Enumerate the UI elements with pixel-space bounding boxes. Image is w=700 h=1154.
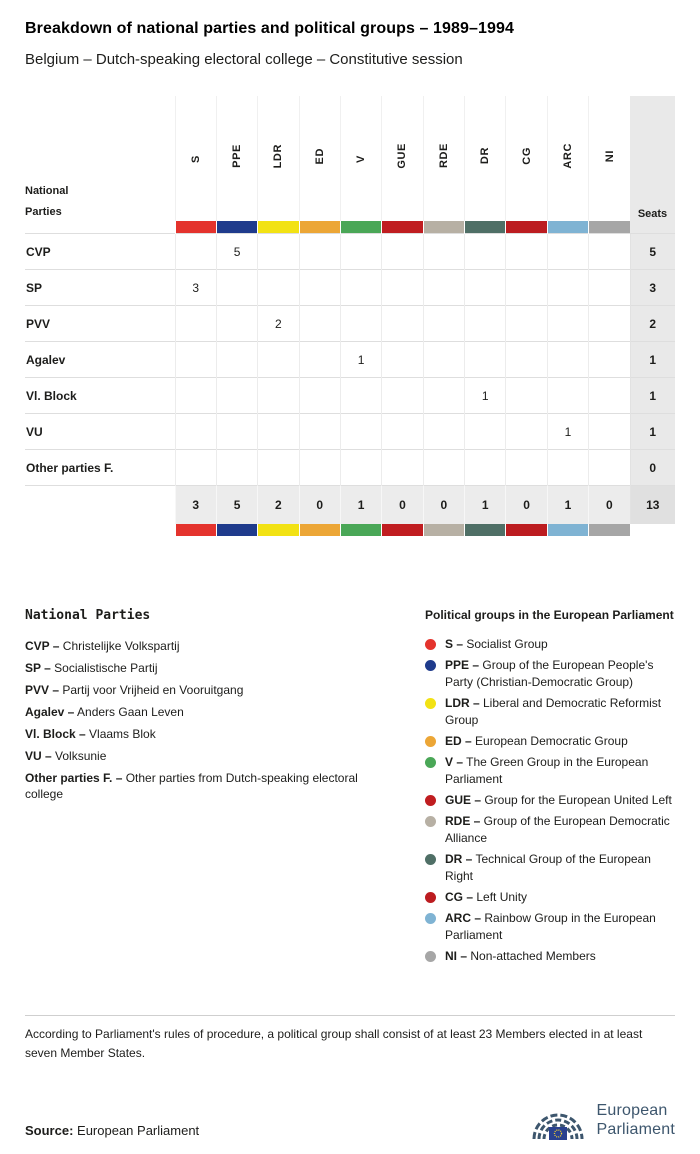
seat-count-cell <box>216 270 257 306</box>
group-color-bar <box>547 524 588 536</box>
totals-empty-cell <box>25 486 175 525</box>
party-row <box>25 414 675 450</box>
party-legend-item <box>25 682 397 698</box>
column-header-v <box>340 96 381 221</box>
party-total-seats: 1 <box>630 414 675 450</box>
party-name: Other parties F. <box>25 450 175 486</box>
party-full-name: Vlaams Blok <box>85 727 156 741</box>
group-legend-text <box>445 733 628 750</box>
group-legend-item <box>425 636 675 653</box>
party-group-table <box>25 96 675 536</box>
party-name: VU <box>25 414 175 450</box>
seat-count-cell <box>258 450 299 486</box>
seat-count-cell: 3 <box>175 270 216 306</box>
seat-count-cell <box>299 450 340 486</box>
group-abbr: GUE – <box>445 793 482 807</box>
seat-count-cell <box>547 234 588 270</box>
seat-count-cell <box>589 234 630 270</box>
source-value: European Parliament <box>77 1123 200 1138</box>
seat-count-cell: 2 <box>258 306 299 342</box>
group-total-cell: 5 <box>216 486 257 525</box>
group-legend-item <box>425 792 675 809</box>
party-name: Agalev <box>25 342 175 378</box>
group-full-name: Liberal and Democratic Reformist Group <box>445 696 662 727</box>
group-color-dot <box>425 892 436 903</box>
group-legend-item <box>425 948 675 965</box>
seat-count-cell <box>382 270 423 306</box>
group-legend-text <box>445 813 675 847</box>
party-abbr: VU – <box>25 749 52 763</box>
group-total-cell: 1 <box>465 486 506 525</box>
column-header-gue <box>382 96 423 221</box>
group-full-name: Group of the European People's Party (Christian-Democratic Group) <box>445 658 654 689</box>
group-color-bar <box>299 221 340 234</box>
group-color-bar <box>216 221 257 234</box>
party-total-seats: 5 <box>630 234 675 270</box>
group-abbr: NI – <box>445 949 468 963</box>
seat-count-cell <box>589 270 630 306</box>
seat-count-cell <box>175 450 216 486</box>
seat-count-cell <box>423 378 464 414</box>
national-parties-legend-list <box>25 638 397 802</box>
group-color-bar <box>175 221 216 234</box>
seat-count-cell <box>299 270 340 306</box>
ep-logo-line2: Parliament <box>596 1121 675 1138</box>
group-full-name: Left Unity <box>473 890 528 904</box>
footer-row <box>25 1098 675 1142</box>
group-code-label: GUE <box>396 143 409 169</box>
party-legend-item <box>25 726 397 742</box>
group-code-label: ARC <box>561 143 574 169</box>
seat-count-cell <box>175 234 216 270</box>
group-color-dot <box>425 660 436 671</box>
group-abbr: V – <box>445 755 464 769</box>
source-label: Source: <box>25 1123 74 1138</box>
seat-count-cell <box>175 342 216 378</box>
column-header-ppe <box>216 96 257 221</box>
group-legend-text <box>445 948 596 965</box>
seat-count-cell <box>589 378 630 414</box>
group-total-cell: 1 <box>547 486 588 525</box>
seat-count-cell <box>589 342 630 378</box>
group-abbr: S – <box>445 637 464 651</box>
group-legend-text <box>445 657 675 691</box>
party-full-name: Christelijke Volkspartij <box>59 639 180 653</box>
seat-count-cell <box>382 450 423 486</box>
seat-count-cell <box>382 414 423 450</box>
seat-count-cell <box>423 450 464 486</box>
seat-count-cell <box>465 342 506 378</box>
bar-row-right-spacer <box>630 524 675 536</box>
group-color-dot <box>425 913 436 924</box>
group-color-bar <box>547 221 588 234</box>
group-legend-item <box>425 910 675 944</box>
group-legend-item <box>425 851 675 885</box>
ep-logo-text <box>597 1101 675 1139</box>
group-color-bar <box>506 524 547 536</box>
group-abbr: LDR – <box>445 696 480 710</box>
group-code-label: CG <box>520 147 533 165</box>
party-name: PVV <box>25 306 175 342</box>
group-total-cell: 2 <box>258 486 299 525</box>
group-color-dot <box>425 951 436 962</box>
seat-count-cell <box>382 378 423 414</box>
seat-count-cell <box>216 414 257 450</box>
party-abbr: PVV – <box>25 683 60 697</box>
party-row <box>25 270 675 306</box>
group-color-bar <box>423 221 464 234</box>
group-abbr: PPE – <box>445 658 480 672</box>
group-color-dot <box>425 757 436 768</box>
group-color-bar <box>382 524 423 536</box>
group-color-bar <box>340 221 381 234</box>
group-total-cell: 0 <box>423 486 464 525</box>
seat-count-cell <box>216 378 257 414</box>
party-total-seats: 3 <box>630 270 675 306</box>
party-row <box>25 342 675 378</box>
seat-count-cell <box>423 342 464 378</box>
seat-count-cell <box>216 306 257 342</box>
seat-count-cell <box>340 378 381 414</box>
group-color-dot <box>425 854 436 865</box>
party-name: SP <box>25 270 175 306</box>
group-code-label: S <box>189 154 202 163</box>
party-abbr: Other parties F. – <box>25 771 123 785</box>
seat-count-cell <box>465 414 506 450</box>
table-header-row <box>25 96 675 221</box>
seat-count-cell <box>216 450 257 486</box>
party-legend-item <box>25 704 397 720</box>
seat-count-cell <box>506 450 547 486</box>
group-color-bar <box>175 524 216 536</box>
seat-count-cell <box>589 306 630 342</box>
seat-count-cell <box>340 414 381 450</box>
seat-count-cell <box>382 342 423 378</box>
seat-count-cell <box>547 342 588 378</box>
seat-count-cell <box>506 234 547 270</box>
seat-count-cell <box>258 270 299 306</box>
seat-count-cell <box>258 342 299 378</box>
column-header-ldr <box>258 96 299 221</box>
group-abbr: ED – <box>445 734 472 748</box>
group-legend-text <box>445 792 672 809</box>
seat-count-cell <box>423 234 464 270</box>
group-color-bar <box>258 221 299 234</box>
seat-count-cell <box>465 234 506 270</box>
group-color-bar <box>340 524 381 536</box>
seat-count-cell <box>506 378 547 414</box>
seat-count-cell <box>340 234 381 270</box>
seat-count-cell <box>382 234 423 270</box>
seats-label: Seats <box>637 208 668 220</box>
group-full-name: Technical Group of the European Right <box>445 852 651 883</box>
group-legend-text <box>445 851 675 885</box>
seat-count-cell <box>299 306 340 342</box>
group-color-dot <box>425 736 436 747</box>
group-color-dot <box>425 816 436 827</box>
group-full-name: The Green Group in the European Parliament <box>445 755 649 786</box>
seat-count-cell <box>258 234 299 270</box>
column-header-dr <box>465 96 506 221</box>
seat-count-cell <box>547 450 588 486</box>
party-full-name: Anders Gaan Leven <box>74 705 184 719</box>
seat-count-cell <box>175 378 216 414</box>
party-abbr: Agalev – <box>25 705 75 719</box>
political-groups-legend-title: Political groups in the European Parliament <box>425 608 674 622</box>
group-total-cell: 0 <box>382 486 423 525</box>
group-legend-text <box>445 910 675 944</box>
party-legend-item <box>25 770 397 802</box>
group-legend-item <box>425 733 675 750</box>
group-legend-text <box>445 754 675 788</box>
group-legend-text <box>445 636 548 653</box>
group-legend-item <box>425 889 675 906</box>
page-subtitle: Belgium – Dutch-speaking electoral college – Constitutive session <box>25 51 463 68</box>
party-row <box>25 378 675 414</box>
group-total-cell: 0 <box>299 486 340 525</box>
seat-count-cell: 5 <box>216 234 257 270</box>
group-abbr: DR – <box>445 852 473 866</box>
group-color-dot <box>425 795 436 806</box>
party-name: CVP <box>25 234 175 270</box>
group-abbr: RDE – <box>445 814 481 828</box>
seat-count-cell: 1 <box>465 378 506 414</box>
eu-flag-icon <box>549 1127 567 1140</box>
party-legend-item <box>25 748 397 764</box>
group-code-label: ED <box>313 147 326 165</box>
seat-count-cell <box>258 378 299 414</box>
totals-row <box>25 486 675 525</box>
row-header-line2: Parties <box>25 205 62 218</box>
group-total-cell: 3 <box>175 486 216 525</box>
seat-count-cell <box>299 342 340 378</box>
ep-logo-line1: European <box>596 1102 668 1119</box>
group-full-name: European Democratic Group <box>471 734 628 748</box>
group-legend-text <box>445 889 527 906</box>
group-color-bar <box>423 524 464 536</box>
party-row <box>25 306 675 342</box>
group-color-dot <box>425 639 436 650</box>
legends-section <box>25 608 675 969</box>
party-total-seats: 0 <box>630 450 675 486</box>
group-full-name: Socialist Group <box>463 637 548 651</box>
party-row <box>25 234 675 270</box>
group-color-bar <box>216 524 257 536</box>
seat-count-cell <box>465 270 506 306</box>
page-title: Breakdown of national parties and political groups – 1989–1994 <box>25 20 515 37</box>
group-abbr: ARC – <box>445 911 482 925</box>
party-name: Vl. Block <box>25 378 175 414</box>
seat-count-cell <box>506 414 547 450</box>
group-legend-item <box>425 813 675 847</box>
seat-count-cell <box>465 450 506 486</box>
seat-count-cell: 1 <box>547 414 588 450</box>
party-full-name: Partij voor Vrijheid en Vooruitgang <box>59 683 244 697</box>
seat-count-cell <box>547 306 588 342</box>
seat-count-cell <box>506 270 547 306</box>
seat-count-cell <box>382 306 423 342</box>
political-groups-legend-list <box>425 636 675 965</box>
column-header-arc <box>547 96 588 221</box>
seat-count-cell <box>299 414 340 450</box>
group-abbr: CG – <box>445 890 474 904</box>
group-color-bar <box>465 524 506 536</box>
seat-count-cell <box>299 378 340 414</box>
color-bar-row-bottom <box>25 524 675 536</box>
column-header-ni <box>589 96 630 221</box>
seat-count-cell: 1 <box>340 342 381 378</box>
european-parliament-logo <box>530 1098 675 1142</box>
seat-count-cell <box>423 270 464 306</box>
column-header-s <box>175 96 216 221</box>
party-total-seats: 1 <box>630 342 675 378</box>
political-groups-legend <box>425 608 675 969</box>
column-header-ed <box>299 96 340 221</box>
row-header-label <box>25 96 175 234</box>
group-code-label: V <box>355 154 368 163</box>
footnote-divider <box>25 1015 675 1016</box>
column-header-cg <box>506 96 547 221</box>
party-total-seats: 2 <box>630 306 675 342</box>
group-total-cell: 0 <box>506 486 547 525</box>
group-code-label: NI <box>603 150 616 163</box>
group-code-label: RDE <box>437 143 450 169</box>
party-full-name: Volksunie <box>51 749 107 763</box>
footnote: According to Parliament's rules of procedure, a political group shall consist of at least 23 Members elected in at least seven Member States. <box>25 1027 643 1060</box>
ep-hemicycle-icon <box>530 1098 588 1142</box>
party-total-seats: 1 <box>630 378 675 414</box>
group-full-name: Group of the European Democratic Alliance <box>445 814 670 845</box>
group-full-name: Non-attached Members <box>467 949 596 963</box>
seat-count-cell <box>589 450 630 486</box>
seat-count-cell <box>423 306 464 342</box>
source-line <box>25 1123 199 1142</box>
seat-count-cell <box>340 270 381 306</box>
group-legend-item <box>425 754 675 788</box>
group-color-bar <box>465 221 506 234</box>
group-legend-item <box>425 657 675 691</box>
party-full-name: Other parties from Dutch-speaking electoral college <box>25 771 358 801</box>
seat-count-cell <box>423 414 464 450</box>
group-color-dot <box>425 698 436 709</box>
group-total-cell: 0 <box>589 486 630 525</box>
group-full-name: Rainbow Group in the European Parliament <box>445 911 656 942</box>
seat-count-cell <box>465 306 506 342</box>
party-row <box>25 450 675 486</box>
seat-count-cell <box>547 378 588 414</box>
party-legend-item <box>25 660 397 676</box>
group-color-bar <box>299 524 340 536</box>
seat-count-cell <box>258 414 299 450</box>
seat-count-cell <box>299 234 340 270</box>
group-total-cell: 1 <box>340 486 381 525</box>
group-code-label: DR <box>479 147 492 165</box>
seat-count-cell <box>589 414 630 450</box>
party-legend-item <box>25 638 397 654</box>
row-header-line1: National <box>25 185 69 198</box>
party-abbr: CVP – <box>25 639 60 653</box>
seat-count-cell <box>506 342 547 378</box>
seat-count-cell <box>506 306 547 342</box>
seat-count-cell <box>175 414 216 450</box>
group-legend-text <box>445 695 675 729</box>
seat-count-cell <box>216 342 257 378</box>
column-header-rde <box>423 96 464 221</box>
group-code-label: LDR <box>272 143 285 169</box>
grand-total-seats: 13 <box>630 486 675 525</box>
seat-count-cell <box>340 306 381 342</box>
national-parties-legend <box>25 608 397 969</box>
group-full-name: Group for the European United Left <box>481 793 672 807</box>
national-parties-legend-title: National Parties <box>25 608 151 623</box>
group-color-bar <box>506 221 547 234</box>
column-header-seats <box>630 96 675 234</box>
group-color-bar <box>589 524 630 536</box>
seat-count-cell <box>175 306 216 342</box>
party-abbr: SP – <box>25 661 51 675</box>
bar-row-left-spacer <box>25 524 175 536</box>
group-legend-item <box>425 695 675 729</box>
seat-count-cell <box>340 450 381 486</box>
party-full-name: Socialistische Partij <box>50 661 158 675</box>
group-color-bar <box>589 221 630 234</box>
seat-count-cell <box>547 270 588 306</box>
group-color-bar <box>382 221 423 234</box>
group-color-bar <box>258 524 299 536</box>
group-code-label: PPE <box>231 144 244 168</box>
party-abbr: Vl. Block – <box>25 727 86 741</box>
